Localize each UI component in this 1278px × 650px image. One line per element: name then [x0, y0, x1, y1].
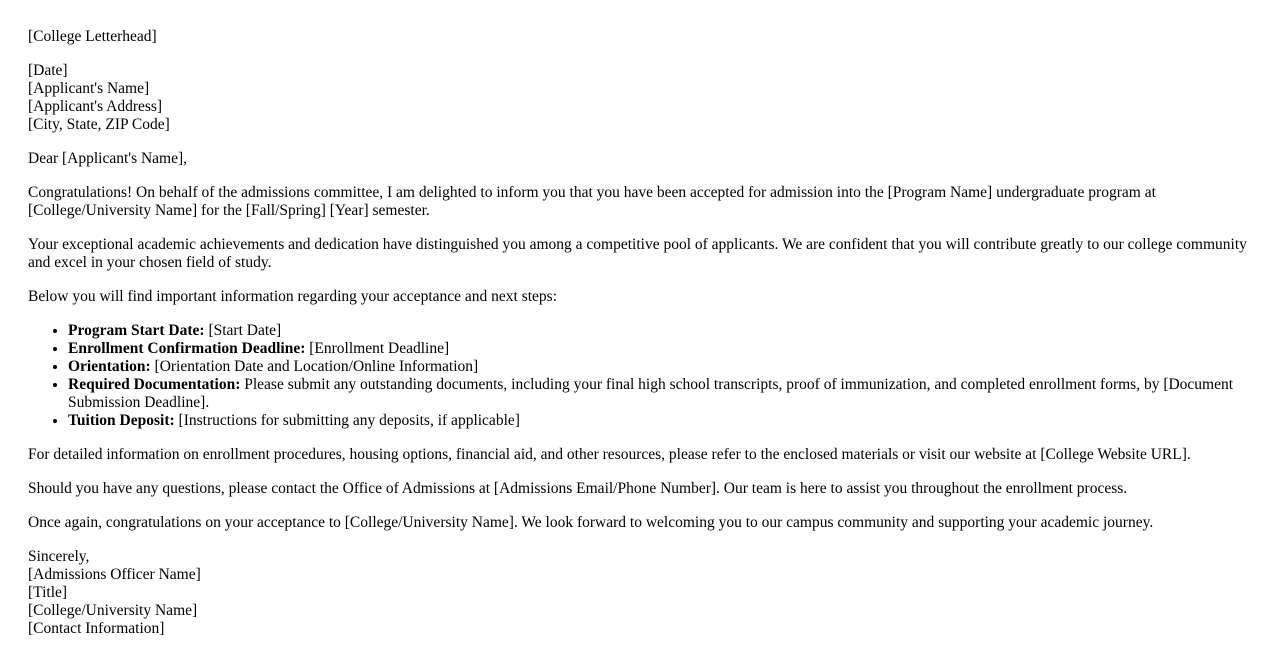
- greeting: Dear [Applicant's Name],: [28, 150, 188, 167]
- list-item-label: Tuition Deposit:: [68, 412, 175, 429]
- applicant-name-line: [Applicant's Name]: [28, 80, 150, 97]
- list-item-text: [Enrollment Deadline]: [305, 340, 450, 357]
- list-item-label: Orientation:: [68, 358, 151, 375]
- list-item-text: [Start Date]: [204, 322, 282, 339]
- officer-name-line: [Admissions Officer Name]: [28, 566, 201, 583]
- list-item-text: Please submit any outstanding documents, including your final high school transcripts, proof of immunization, and completed enrollment forms, by [Document Submission Deadline].: [68, 376, 1234, 411]
- resources-paragraph: For detailed information on enrollment procedures, housing options, financial aid, and other resources, please refer to the enclosed materials or visit our website at [College Website URL].: [28, 446, 1191, 463]
- congratulations-paragraph: Congratulations! On behalf of the admissions committee, I am delighted to inform you that you have been accepted for admission into the [Program Name] undergraduate program at [College/University Name] for the [Fall/Spring] [Year] semester.: [28, 184, 1156, 219]
- list-item-label: Required Documentation:: [68, 376, 241, 393]
- list-item: [68, 322, 1250, 340]
- closing-paragraph: Once again, congratulations on your acceptance to [College/University Name]. We look forward to welcoming you to our campus community and supporting your academic journey.: [28, 514, 1154, 531]
- list-item-text: [Instructions for submitting any deposits, if applicable]: [174, 412, 520, 429]
- list-item: [68, 412, 1250, 430]
- recipient-block: [28, 62, 1250, 134]
- list-item: [68, 358, 1250, 376]
- city-state-zip-line: [City, State, ZIP Code]: [28, 116, 170, 133]
- signoff: Sincerely,: [28, 548, 90, 565]
- list-item-label: Enrollment Confirmation Deadline:: [68, 340, 306, 357]
- institution-line: [College/University Name]: [28, 602, 198, 619]
- title-line: [Title]: [28, 584, 68, 601]
- signature-block: [28, 548, 1250, 638]
- list-item: [68, 376, 1250, 412]
- list-item-text: [Orientation Date and Location/Online Information]: [150, 358, 479, 375]
- list-item: [68, 340, 1250, 358]
- achievements-paragraph: Your exceptional academic achievements and dedication have distinguished you among a competitive pool of applicants. We are confident that you will contribute greatly to our college community and excel in your chosen field of study.: [28, 236, 1247, 271]
- next-steps-list: [28, 322, 1250, 430]
- contact-paragraph: Should you have any questions, please contact the Office of Admissions at [Admissions Email/Phone Number]. Our team is here to assist you throughout the enrollment process.: [28, 480, 1128, 497]
- contact-info-line: [Contact Information]: [28, 620, 165, 637]
- list-item-label: Program Start Date:: [68, 322, 205, 339]
- letterhead: [College Letterhead]: [28, 28, 157, 45]
- next-steps-intro: Below you will find important information regarding your acceptance and next steps:: [28, 288, 558, 305]
- applicant-address-line: [Applicant's Address]: [28, 98, 163, 115]
- date-line: [Date]: [28, 62, 68, 79]
